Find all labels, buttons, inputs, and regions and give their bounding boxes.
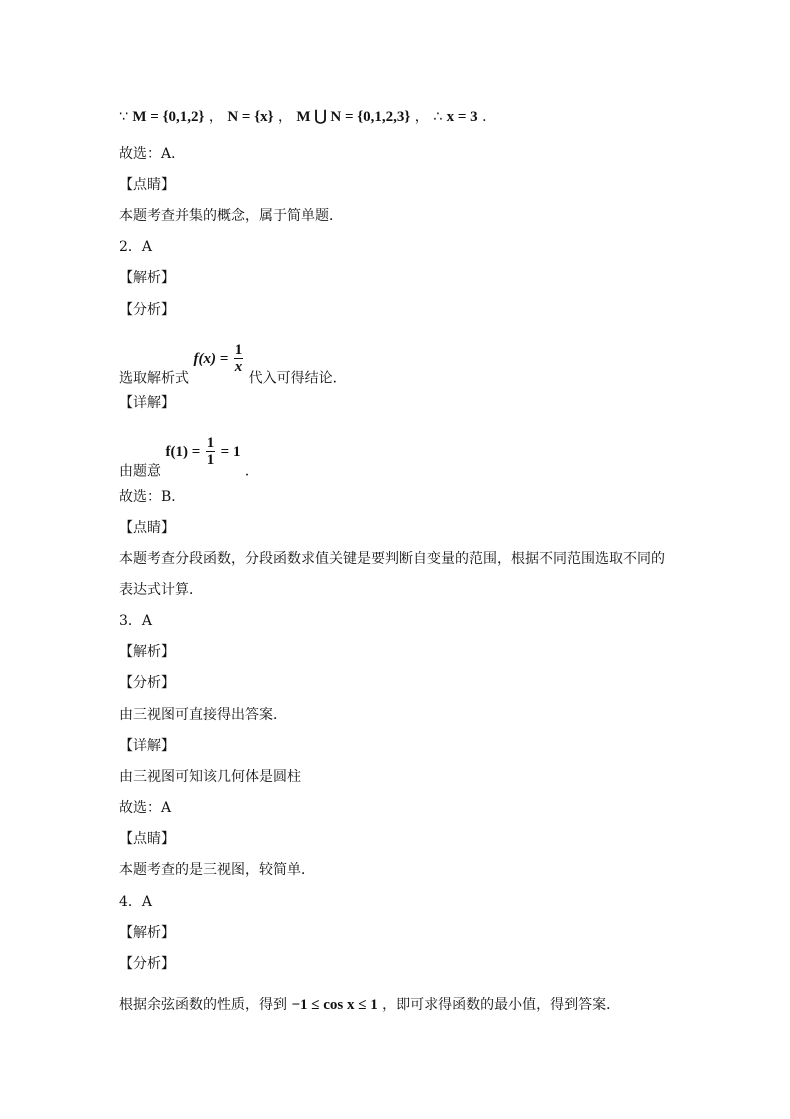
x-value-expression: x = 3 xyxy=(446,109,478,125)
q4-fenxi-line xyxy=(119,996,620,1014)
q2-fenxi-heading: 【分析】 xyxy=(119,302,175,318)
because-symbol: ∵ xyxy=(119,109,128,125)
separator: ， xyxy=(414,109,429,125)
q4-fenxi-post: ，即可求得函数的最小值，得到答案． xyxy=(382,997,621,1013)
formula-rhs: = 1 xyxy=(220,443,241,460)
solution-1-formula-line xyxy=(119,108,496,126)
q1-comment-heading: 【点睛】 xyxy=(119,177,175,193)
q2-analysis-heading: 【解析】 xyxy=(119,270,175,286)
period: ． xyxy=(482,109,497,125)
q3-detail: 由三视图可知该几何体是圆柱 xyxy=(119,769,301,785)
formula-f-x xyxy=(193,342,248,375)
q3-number: 3．A xyxy=(119,613,153,629)
q2-fenxi-pre: 选取解析式 xyxy=(119,370,189,387)
fraction xyxy=(206,435,216,468)
formula-lhs: f(1) = xyxy=(165,443,201,460)
therefore-symbol: ∴ xyxy=(433,109,443,125)
q1-answer: 故选：A． xyxy=(119,146,186,162)
q3-answer: 故选：A xyxy=(119,800,172,816)
cosine-inequality: −1 ≤ cos x ≤ 1 xyxy=(291,997,378,1013)
formula-lhs: f(x) = xyxy=(193,350,229,367)
q2-detail-pre: 由题意 xyxy=(119,463,161,480)
q3-fenxi-heading: 【分析】 xyxy=(119,675,175,691)
q2-comment-line-2: 表达式计算． xyxy=(119,582,203,598)
q3-comment: 本题考查的是三视图，较简单． xyxy=(119,862,315,878)
q2-detail-line xyxy=(119,435,259,488)
q4-analysis-heading: 【解析】 xyxy=(119,925,175,941)
q2-number: 2．A xyxy=(119,239,153,255)
fraction-numerator: 1 xyxy=(206,435,215,451)
set-n-expression: N = {x} xyxy=(227,109,274,125)
q3-fenxi: 由三视图可直接得出答案． xyxy=(119,707,287,723)
fraction-numerator: 1 xyxy=(234,342,243,358)
q3-detail-heading: 【详解】 xyxy=(119,738,175,754)
q2-comment-heading: 【点睛】 xyxy=(119,520,175,536)
separator: ， xyxy=(277,109,292,125)
q2-fenxi-post: 代入可得结论． xyxy=(248,370,347,387)
q1-comment: 本题考查并集的概念，属于简单题． xyxy=(119,208,343,224)
q4-fenxi-pre: 根据余弦函数的性质，得到 xyxy=(119,997,287,1013)
q2-fenxi-line xyxy=(119,342,347,395)
fraction-denominator: x xyxy=(234,359,243,375)
fraction xyxy=(234,342,244,375)
q2-comment-line-1: 本题考查分段函数，分段函数求值关键是要判断自变量的范围，根据不同范围选取不同的 xyxy=(119,551,665,567)
q4-number: 4．A xyxy=(119,894,153,910)
formula-f-1 xyxy=(165,435,244,468)
union-expression: M ⋃ N = {0,1,2,3} xyxy=(296,109,411,125)
set-m-expression: M = {0,1,2} xyxy=(132,109,205,125)
q4-fenxi-heading: 【分析】 xyxy=(119,956,175,972)
q2-detail-heading: 【详解】 xyxy=(119,395,175,411)
separator: ， xyxy=(208,109,223,125)
q3-analysis-heading: 【解析】 xyxy=(119,644,175,660)
fraction-denominator: 1 xyxy=(206,452,215,468)
q3-comment-heading: 【点睛】 xyxy=(119,831,175,847)
q2-answer: 故选：B． xyxy=(119,489,186,505)
q2-detail-post: ． xyxy=(244,463,259,480)
